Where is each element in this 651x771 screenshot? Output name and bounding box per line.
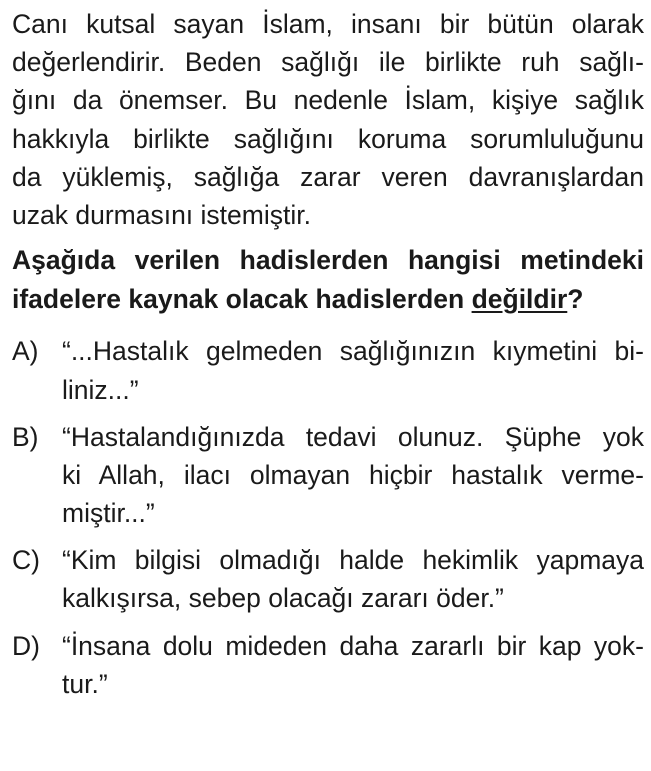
option-letter: C) [12,545,40,576]
option-line: miştir...” [62,498,155,529]
passage-line: hakkıyla birlikte sağlığını koruma sorumluluğunu [12,123,644,154]
option-line: “Hastalandığınızda tedavi olunuz. Şüphe yok [62,421,644,452]
option-line: “Kim bilgisi olmadığı halde hekimlik yapmaya [62,545,644,576]
option-b[interactable] [12,418,644,533]
option-letter: B) [12,421,39,452]
passage-line: uzak durmasını istemiştir. [12,199,311,230]
option-c[interactable] [12,541,644,617]
question-mark: ? [567,283,584,314]
passage-line: ğını da önemser. Bu nedenle İslam, kişiye sağlık [12,85,644,116]
question-page [12,5,644,712]
option-letter: D) [12,630,40,661]
passage-line: değerlendirir. Beden sağlığı ile birlikte ruh sağlı- [12,47,644,78]
passage-line: da yüklemiş, sağlığa zarar veren davranışlardan [12,161,644,192]
question-line [12,280,644,319]
answer-options [12,332,644,703]
option-line: kalkışırsa, sebep olacağı zararı öder.” [62,583,504,614]
question-text: ifadelere kaynak olacak hadislerden [12,283,472,314]
question-stem [12,241,644,318]
option-a[interactable] [12,332,644,408]
question-line: Aşağıda verilen hadislerden hangisi metindeki [12,245,644,276]
option-d[interactable] [12,627,644,703]
option-line: “...Hastalık gelmeden sağlığınızın kıymetini bi- [62,336,644,367]
option-line: ki Allah, ilacı olmayan hiçbir hastalık verme- [62,459,644,490]
option-line: liniz...” [62,374,139,405]
option-line: tur.” [62,668,108,699]
option-line: “İnsana dolu mideden daha zararlı bir kap yok- [62,630,644,661]
option-letter: A) [12,336,39,367]
question-emphasis: değildir [471,283,568,314]
passage-text [12,5,644,234]
passage-line: Canı kutsal sayan İslam, insanı bir bütün olarak [12,9,644,39]
